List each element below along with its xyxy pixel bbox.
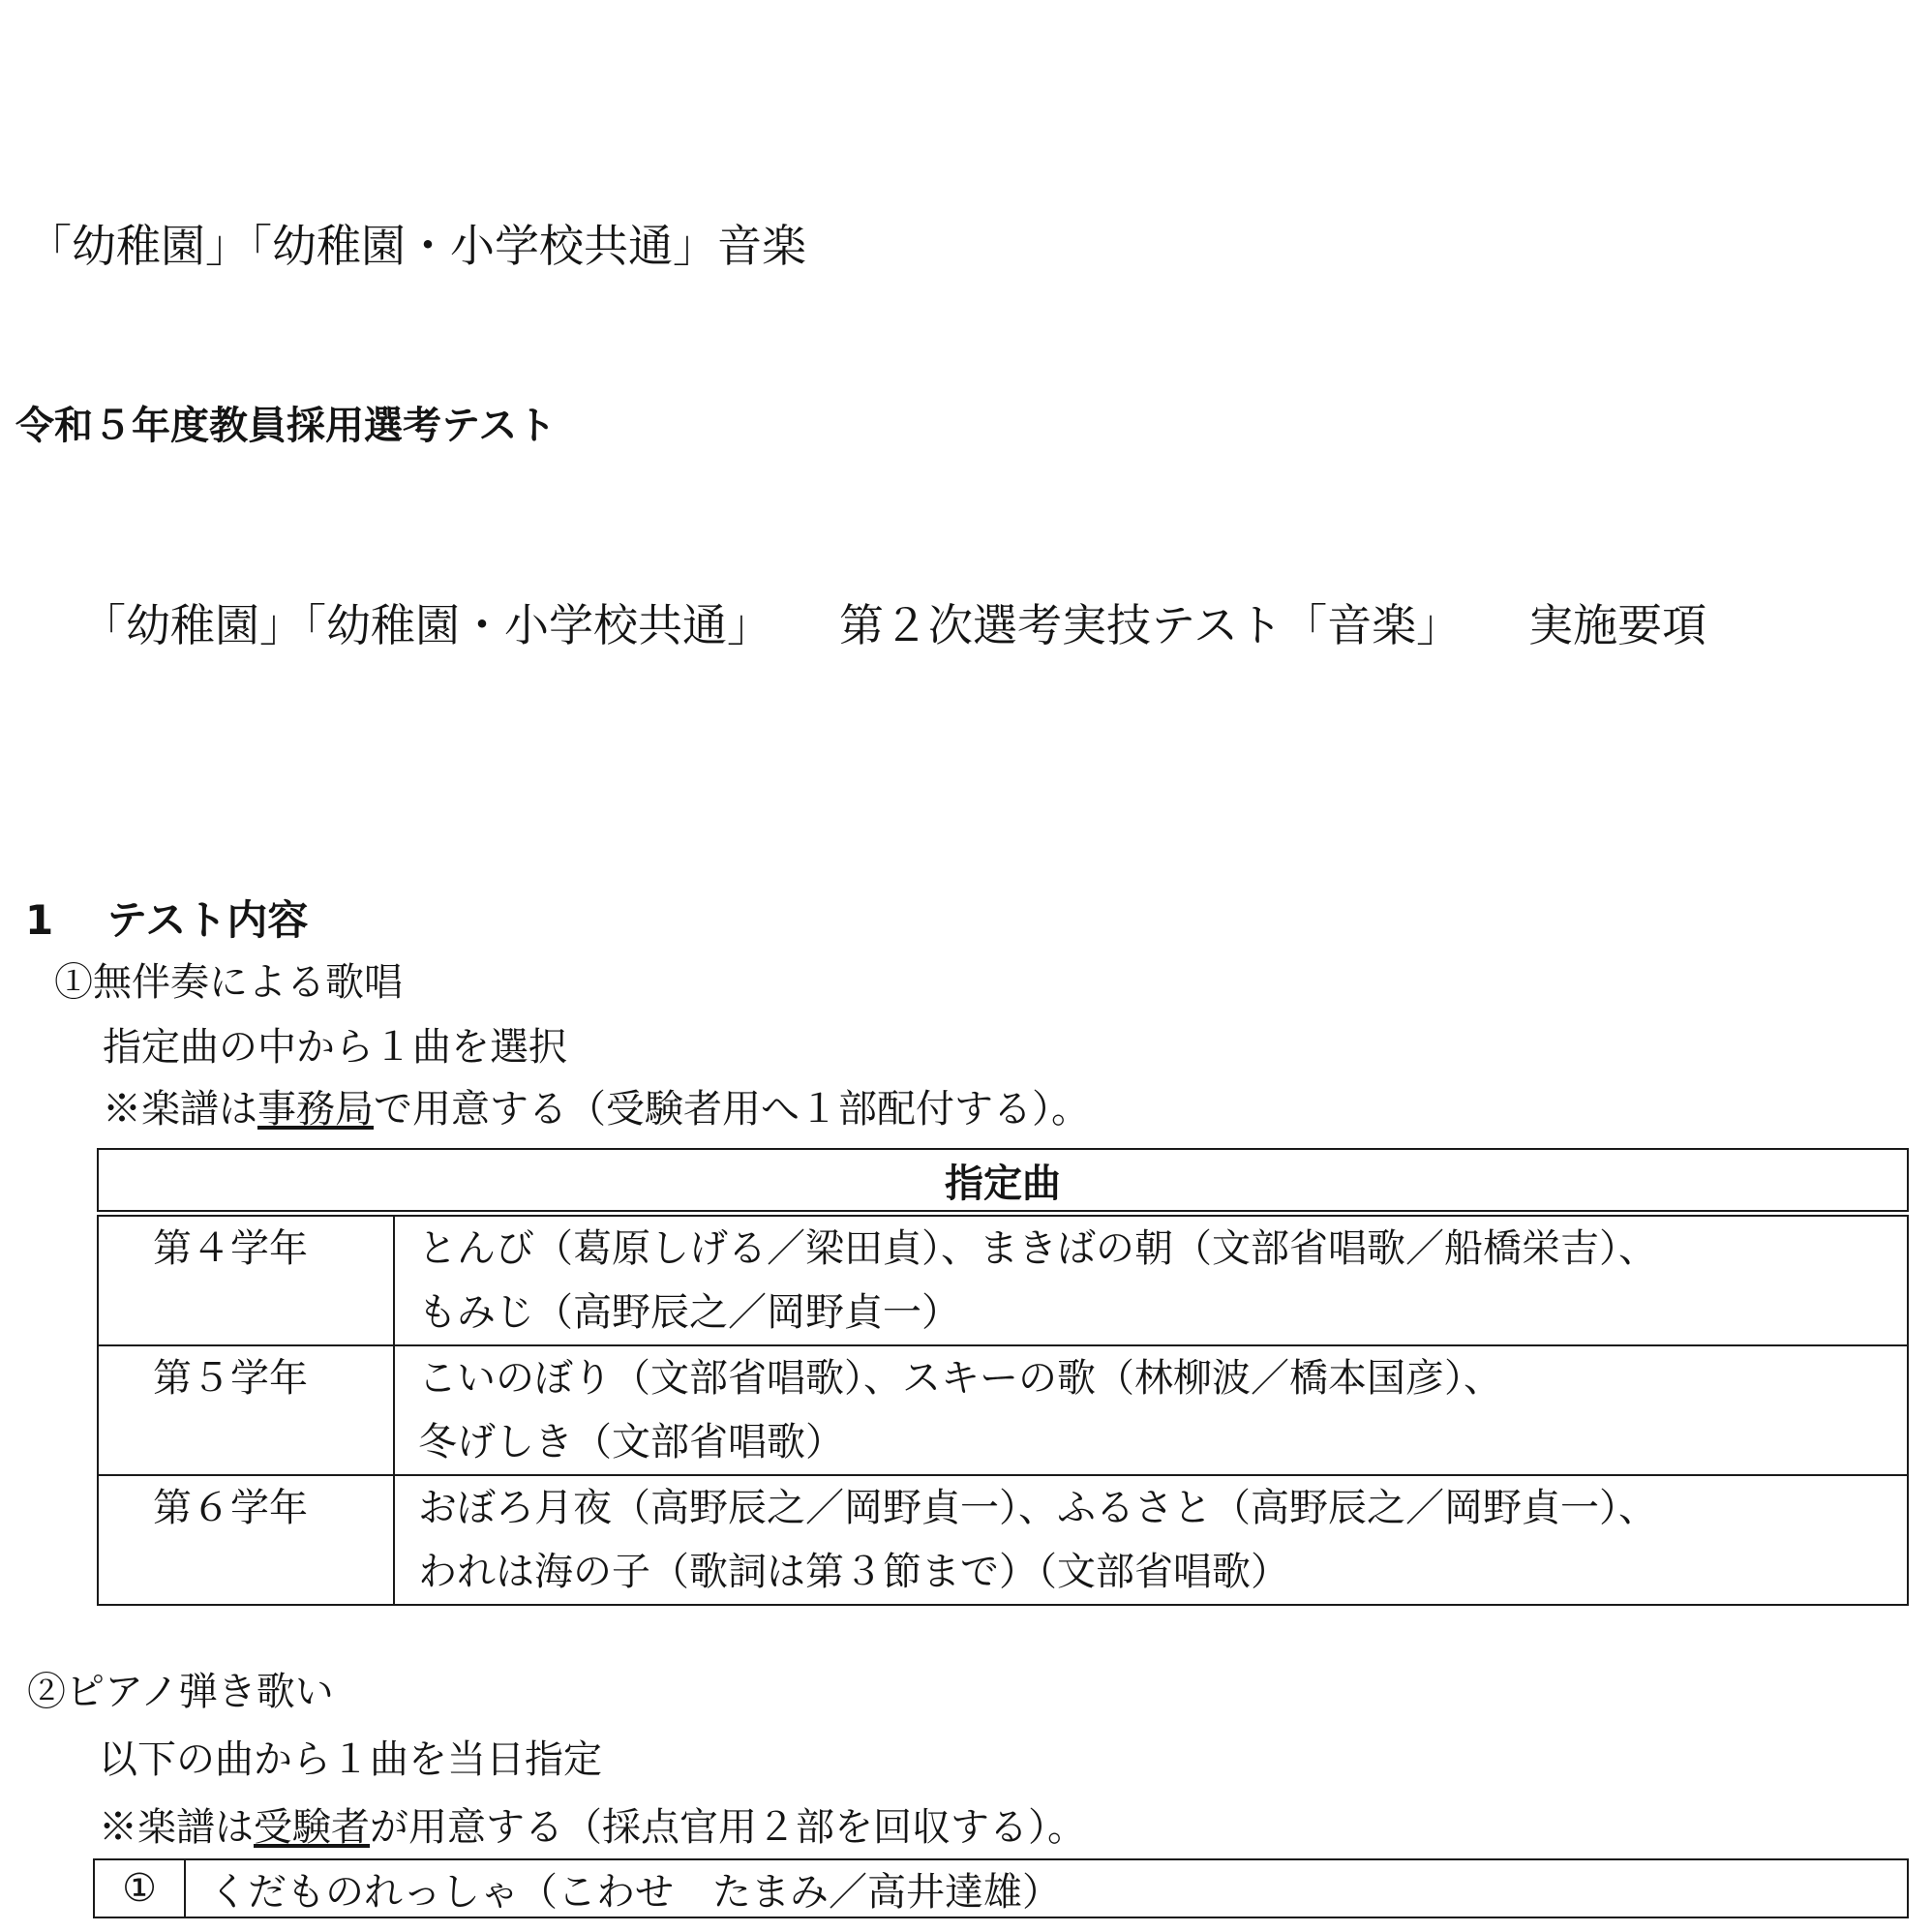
table-row	[98, 1475, 1908, 1605]
section-title: テスト内容	[106, 896, 309, 944]
exam-title: 令和５年度教員採用選考テスト	[15, 404, 557, 448]
subsection-title-piano: ②ピアノ弾き歌い	[27, 1670, 334, 1714]
table-row	[98, 1345, 1908, 1475]
note-underlined: 事務局	[257, 1087, 374, 1132]
note-suffix: が用意する（採点官用２部を回収する）。	[370, 1805, 1086, 1850]
song-line: おぼろ月夜（高野辰之／岡野貞一）、ふるさと（高野辰之／岡野貞一）、	[418, 1486, 1657, 1530]
note-suffix: で用意する（受験者用へ１部配付する）。	[374, 1087, 1090, 1132]
page-title-part3: 実施要項	[1528, 599, 1707, 651]
song-line: もみじ（高野辰之／岡野貞一）	[418, 1290, 960, 1335]
song-list-cell	[394, 1214, 1908, 1346]
song-list-cell	[394, 1475, 1908, 1605]
song-line: われは海の子（歌詞は第３節まで）（文部省唱歌）	[418, 1550, 1289, 1594]
note-prefix: ※楽譜は	[99, 1805, 254, 1850]
section-heading	[25, 889, 308, 947]
grade-cell: 第６学年	[98, 1475, 394, 1605]
section-number: 1	[25, 896, 54, 944]
song-line: こいのぼり（文部省唱歌）、スキーの歌（林柳波／橋本国彦）、	[418, 1356, 1502, 1401]
table-row	[98, 1214, 1908, 1346]
table-header: 指定曲	[98, 1149, 1908, 1214]
page-title	[81, 590, 1706, 654]
song-line: 冬げしき（文部省唱歌）	[418, 1420, 844, 1464]
song-line: とんび（葛原しげる／梁田貞）、まきばの朝（文部省唱歌／船橋栄吉）、	[418, 1226, 1657, 1271]
table-row	[94, 1859, 1908, 1917]
song-title: くだものれっしゃ（こわせ たまみ／高井達雄）	[185, 1859, 1908, 1917]
subsection-instruction-piano: 以下の曲から１曲を当日指定	[99, 1737, 602, 1782]
page-title-part1: 「幼稚園」「幼稚園・小学校共通」	[81, 599, 771, 651]
document-category: 「幼稚園」「幼稚園・小学校共通」音楽	[27, 220, 806, 272]
subsection-instruction-singing: 指定曲の中から１曲を選択	[103, 1025, 567, 1070]
song-list-cell	[394, 1345, 1908, 1475]
subsection-title-singing: ①無伴奏による歌唱	[54, 960, 403, 1005]
page-title-part2: 第２次選考実技テスト「音楽」	[839, 599, 1462, 651]
note-prefix: ※楽譜は	[103, 1087, 257, 1132]
note-underlined: 受験者	[254, 1805, 370, 1850]
grade-cell: 第５学年	[98, 1345, 394, 1475]
song-index: ①	[94, 1859, 185, 1917]
grade-cell: 第４学年	[98, 1214, 394, 1346]
designated-songs-table	[97, 1148, 1909, 1606]
subsection-note-piano	[99, 1796, 1086, 1852]
piano-songs-table	[93, 1858, 1909, 1918]
subsection-note-singing	[103, 1078, 1090, 1133]
